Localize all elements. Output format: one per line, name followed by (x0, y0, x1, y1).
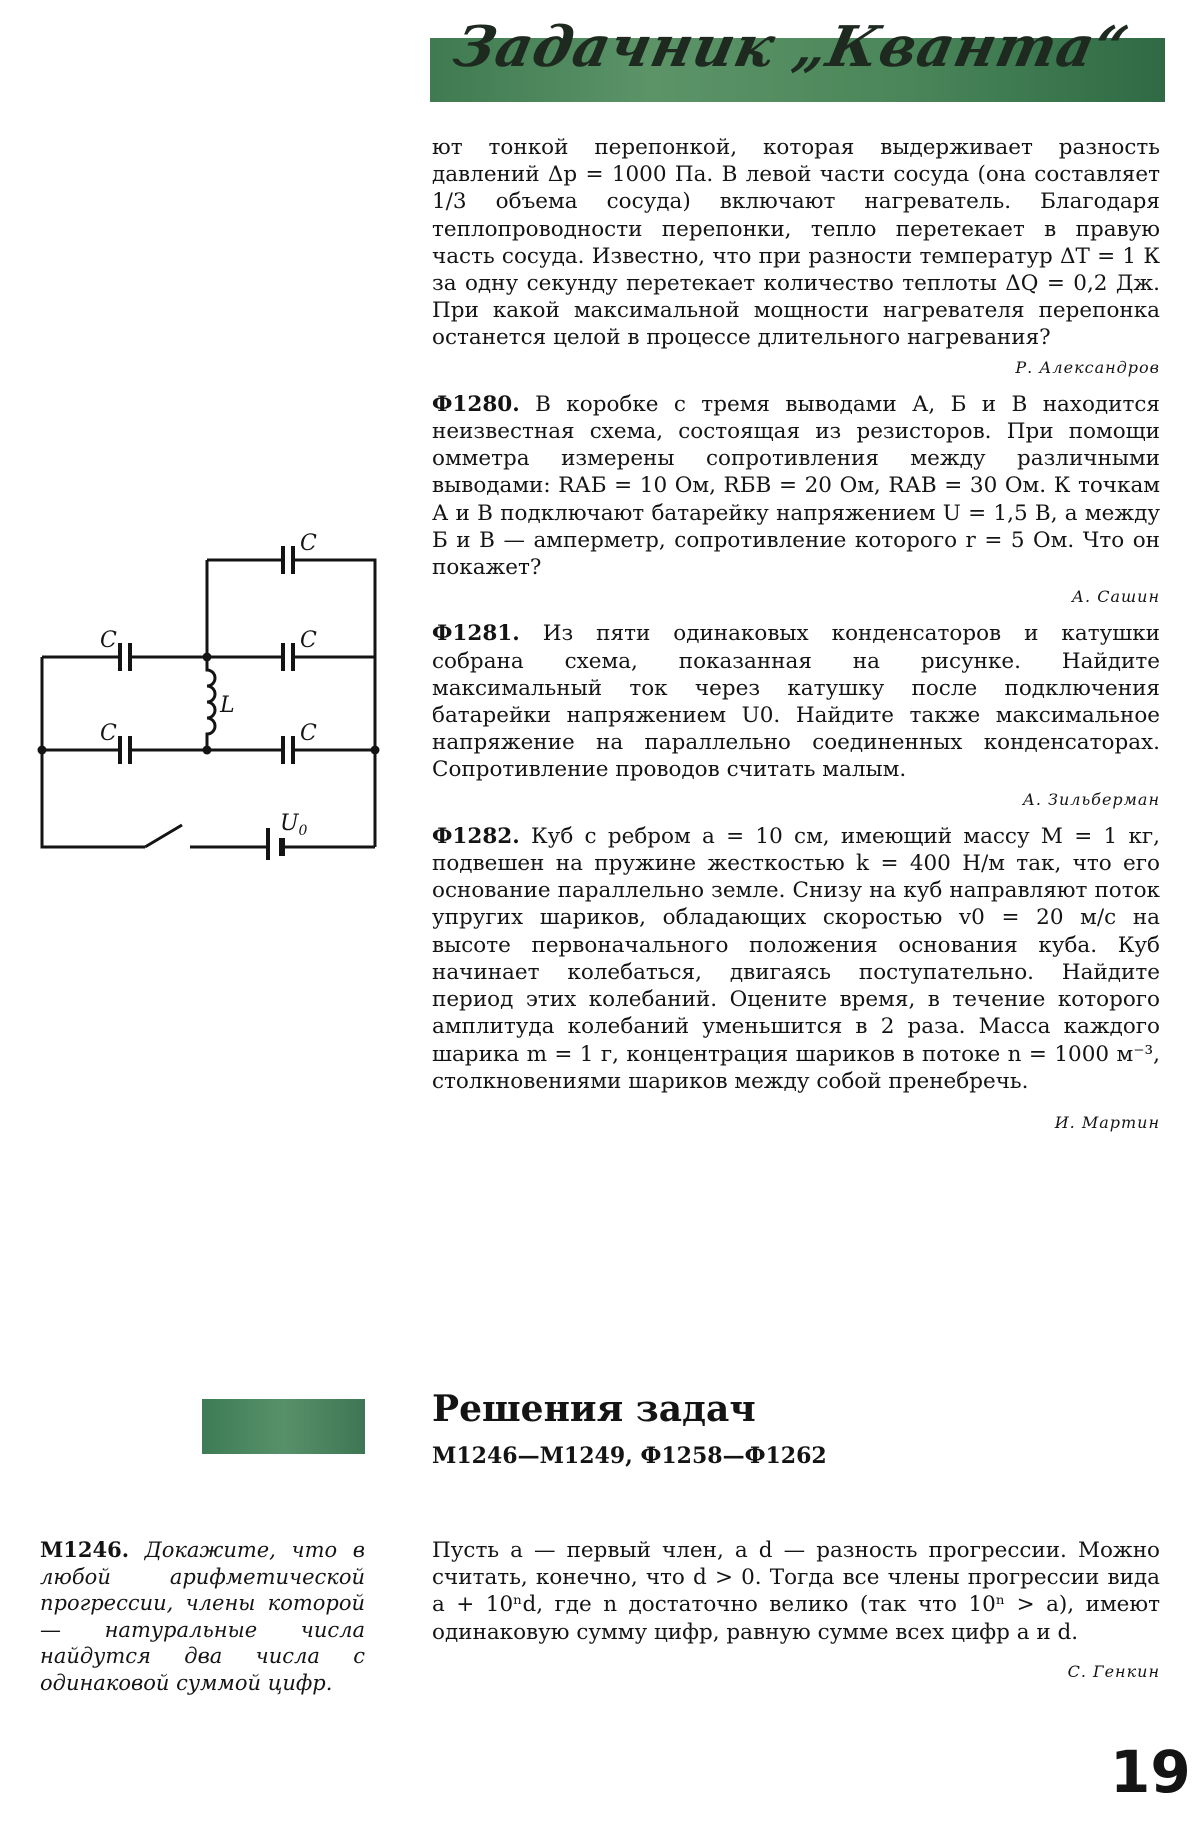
author-sashin: А. Сашин (1071, 587, 1160, 607)
problem-f1282 (432, 823, 1160, 1095)
problem-m1246-statement (40, 1537, 365, 1696)
author-martin: И. Мартин (1054, 1112, 1160, 1132)
problem-f1282-id: Ф1282. (432, 823, 520, 849)
label-u-sub: 0 (298, 823, 308, 839)
problem-f1281-id: Ф1281. (432, 621, 520, 647)
solution-m1246 (432, 1537, 1160, 1695)
wire-lower (42, 750, 375, 847)
problem-f1281-text: Из пяти одинаковых конденсаторов и катушки собрана схема, показанная на рисунке. Найдите максимальный ток через катушку после подключения батарейки напряжением U0. Найдите также максимальное напряжение на параллельно соединенных конденсаторах. Сопротивление проводов считать малым. (432, 621, 1160, 783)
author-genkin: С. Генкин (1067, 1661, 1160, 1681)
problem-m1246-text: Докажите, что в любой арифметической прогрессии, члены которой — натуральные числа найдутся два числа с одинаковой суммой цифр. (40, 1538, 365, 1695)
switch (145, 825, 182, 847)
solution-m1246-text: Пусть a — первый член, а d — разность прогрессии. Можно считать, конечно, что d > 0. Тогда все члены прогрессии вида a + 10ⁿd, где n достаточно велико (так что 10ⁿ > a), имеют одинаковую сумму цифр, равную сумме всех цифр a и d. (432, 1538, 1160, 1645)
problem-continuation: ют тонкой перепонкой, которая выдерживает разность давлений Δp = 1000 Па. В левой части сосуда (она составляет 1/3 объема сосуда) включают нагреватель. Благодаря теплопроводности перепонки, тепло перетекает в правую часть сосуда. Известно, что при разности температур ΔT = 1 К за одну секунду перетекает количество теплоты ΔQ = 0,2 Дж. При какой максимальной мощности нагревателя перепонка останется целой в процессе длительного нагревания? (432, 135, 1160, 351)
problems-column (432, 134, 1160, 1146)
page-number: 19 (1110, 1738, 1191, 1806)
label-c-top: C (300, 531, 317, 556)
author-alexandrov: Р. Александров (1015, 357, 1160, 377)
problem-f1280 (432, 391, 1160, 581)
section-subtitle: М1246—М1249, Ф1258—Ф1262 (432, 1443, 827, 1469)
wire-top (207, 560, 375, 657)
problem-f1280-id: Ф1280. (432, 391, 520, 417)
problem-f1281 (432, 620, 1160, 783)
junction-dot (38, 746, 47, 755)
problem-f1282-text: Куб с ребром a = 10 см, имеющий массу M = 1 кг, подвешен на пружине жесткостью k = 400 Н/м так, что его основание параллельно земле. Снизу на куб направляют поток упругих шариков, обладающих скоростью v0 = 20 м/с на высоте первоначального положения основания куба. Куб начинает колебаться, двигаясь поступательно. Найдите период этих колебаний. Оцените время, в течение которого амплитуда колебаний уменьшится в 2 раза. Масса каждого шарика m = 1 г, концентрация шариков в потоке n = 1000 м⁻³, столкновениями шариков между собой пренебречь. (432, 823, 1160, 1094)
label-c-left-bottom: C (100, 721, 117, 746)
header-title: Задачник „Кванта“ (447, 14, 1135, 80)
label-c-right-middle: C (300, 628, 317, 653)
problem-m1246-id: М1246. (40, 1537, 130, 1562)
junction-dot (203, 653, 212, 662)
circuit-diagram (30, 530, 390, 860)
junction-dot (203, 746, 212, 755)
inductor-coil (207, 657, 215, 750)
label-u: U (280, 811, 299, 836)
section-green-block (202, 1399, 365, 1454)
problem-f1280-text: В коробке с тремя выводами А, Б и В находится неизвестная схема, состоящая из резисторов. При помощи омметра измерены сопротивления между различными выводами: RАБ = 10 Ом, RБВ = 20 Ом, RАВ = 30 Ом. К точкам А и В подключают батарейку напряжением U = 1,5 В, а между Б и В — амперметр, сопротивление которого r = 5 Ом. Что он покажет? (432, 391, 1160, 581)
author-zilberman: А. Зильберман (1022, 789, 1160, 809)
label-c-left-top: C (100, 628, 117, 653)
label-u0 (280, 811, 308, 839)
label-l: L (220, 693, 235, 718)
section-title: Решения задач (432, 1388, 756, 1430)
label-c-right-bottom: C (300, 721, 317, 746)
junction-dot (371, 746, 380, 755)
